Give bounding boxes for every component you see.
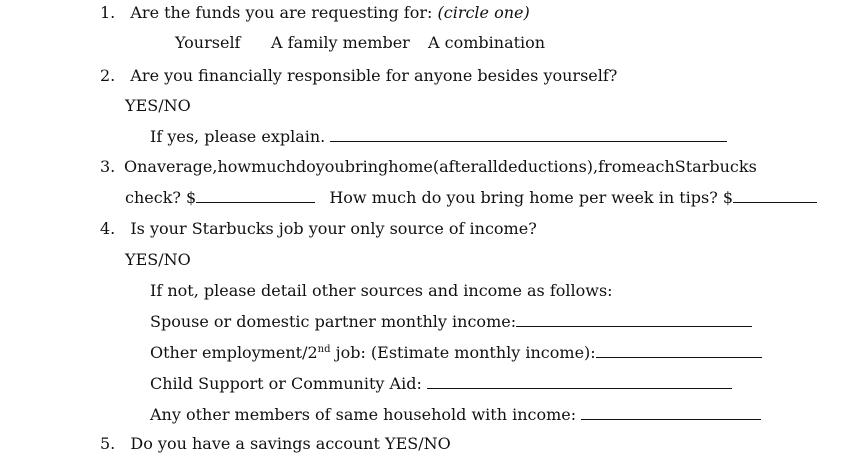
q3-tips-field[interactable]	[733, 188, 817, 203]
q4-text: Is your Starbucks job your only source of income?	[130, 219, 537, 238]
q2-explain-label: If yes, please explain.	[150, 127, 326, 146]
q4-spouse-field[interactable]	[516, 312, 752, 327]
q4-other-employment-row	[150, 343, 762, 363]
q4-household-label: Any other members of same household with income:	[150, 405, 577, 424]
q5-question	[100, 434, 451, 454]
q2-number: 2.	[100, 66, 116, 85]
q4-spouse-row	[150, 312, 752, 332]
q4-yes-no[interactable]: YES/NO	[125, 250, 191, 269]
q1-question	[100, 3, 530, 23]
q4-detail-label: If not, please detail other sources and income as follows:	[150, 281, 613, 300]
q4-other-employment-sup: nd	[317, 344, 331, 355]
q5-number: 5.	[100, 434, 116, 453]
q3-check-label: check? $	[125, 188, 197, 207]
q1-option-combination[interactable]: A combination	[428, 33, 546, 52]
q4-number: 4.	[100, 219, 116, 238]
q2-explain-row	[150, 127, 727, 147]
q4-question	[100, 219, 537, 239]
q4-other-employment-field[interactable]	[596, 343, 762, 358]
q1-hint: (circle one)	[437, 3, 530, 22]
q3-number: 3.	[100, 157, 116, 176]
q3-tips-label: How much do you bring home per week in tips? $	[329, 188, 734, 207]
q2-text: Are you financially responsible for anyone besides yourself?	[130, 66, 618, 85]
q4-household-row	[150, 405, 761, 425]
q4-spouse-label: Spouse or domestic partner monthly income:	[150, 312, 517, 331]
q3-question: On average, how much do you bring home (after all deductions), from each Starbucks	[124, 157, 757, 176]
q5-text: Do you have a savings account YES/NO	[130, 434, 451, 453]
q2-explain-field[interactable]	[330, 127, 727, 142]
q2-yes-no[interactable]: YES/NO	[125, 96, 191, 115]
q4-other-employment-label-b: job: (Estimate monthly income):	[330, 343, 596, 362]
q1-option-family-member[interactable]: A family member	[271, 33, 410, 52]
q4-household-field[interactable]	[581, 405, 761, 420]
q3-amount-row	[125, 188, 817, 208]
q4-child-support-label: Child Support or Community Aid:	[150, 374, 422, 393]
q1-number: 1.	[100, 3, 116, 22]
q1-text: Are the funds you are requesting for:	[130, 3, 433, 22]
q4-other-employment-label-a: Other employment/2	[150, 343, 318, 362]
q1-option-yourself[interactable]: Yourself	[175, 33, 241, 52]
q4-child-support-row	[150, 374, 732, 394]
q2-question	[100, 66, 617, 86]
q3-check-field[interactable]	[196, 188, 315, 203]
q4-child-support-field[interactable]	[427, 374, 732, 389]
